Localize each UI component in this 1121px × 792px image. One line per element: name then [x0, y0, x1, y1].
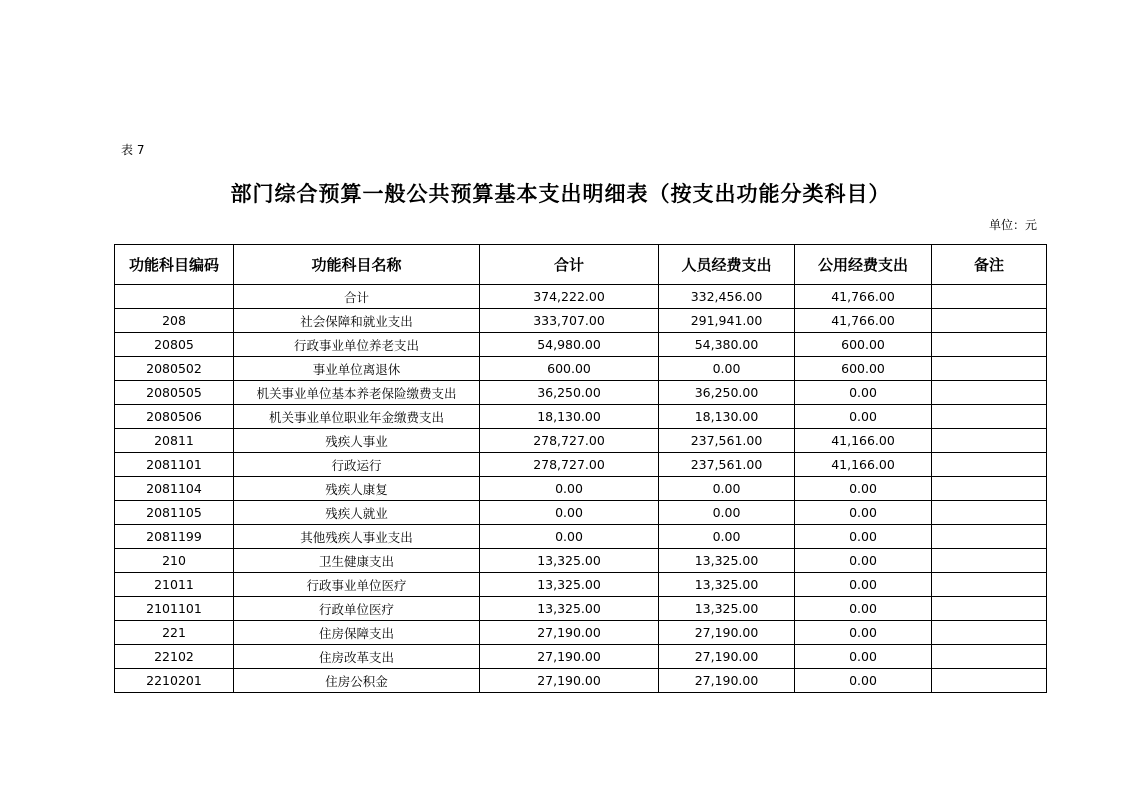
- cell-remarks: [932, 597, 1047, 621]
- cell-total: 278,727.00: [480, 453, 659, 477]
- cell-personnel: 36,250.00: [659, 381, 795, 405]
- cell-code: 21011: [115, 573, 234, 597]
- cell-public: 600.00: [795, 357, 932, 381]
- table-row: [115, 285, 1047, 309]
- table-body: [115, 285, 1047, 693]
- cell-remarks: [932, 573, 1047, 597]
- cell-name: 社会保障和就业支出: [234, 309, 480, 333]
- cell-total: 600.00: [480, 357, 659, 381]
- cell-public: 41,766.00: [795, 285, 932, 309]
- cell-personnel: 13,325.00: [659, 597, 795, 621]
- cell-name: 其他残疾人事业支出: [234, 525, 480, 549]
- cell-code: 208: [115, 309, 234, 333]
- cell-name: 行政事业单位医疗: [234, 573, 480, 597]
- cell-code: 20811: [115, 429, 234, 453]
- cell-public: 0.00: [795, 621, 932, 645]
- cell-code: 20805: [115, 333, 234, 357]
- cell-code: 2081199: [115, 525, 234, 549]
- cell-code: 2210201: [115, 669, 234, 693]
- cell-remarks: [932, 501, 1047, 525]
- table-row: [115, 645, 1047, 669]
- cell-public: 0.00: [795, 549, 932, 573]
- cell-name: 行政单位医疗: [234, 597, 480, 621]
- cell-name: 残疾人事业: [234, 429, 480, 453]
- cell-personnel: 0.00: [659, 501, 795, 525]
- cell-public: 0.00: [795, 501, 932, 525]
- table-header: [115, 245, 1047, 285]
- table-row: [115, 453, 1047, 477]
- cell-code: 22102: [115, 645, 234, 669]
- cell-total: 333,707.00: [480, 309, 659, 333]
- cell-remarks: [932, 357, 1047, 381]
- cell-code: 221: [115, 621, 234, 645]
- cell-remarks: [932, 285, 1047, 309]
- cell-personnel: 13,325.00: [659, 549, 795, 573]
- table-row: [115, 549, 1047, 573]
- cell-total: 13,325.00: [480, 573, 659, 597]
- table-row: [115, 405, 1047, 429]
- unit-label: 单位：元: [988, 218, 1037, 232]
- cell-public: 41,166.00: [795, 429, 932, 453]
- cell-personnel: 54,380.00: [659, 333, 795, 357]
- cell-remarks: [932, 645, 1047, 669]
- cell-personnel: 0.00: [659, 477, 795, 501]
- cell-name: 行政事业单位养老支出: [234, 333, 480, 357]
- cell-public: 0.00: [795, 669, 932, 693]
- cell-personnel: 0.00: [659, 357, 795, 381]
- cell-code: 2081104: [115, 477, 234, 501]
- cell-name: 住房改革支出: [234, 645, 480, 669]
- cell-total: 27,190.00: [480, 621, 659, 645]
- table-row: [115, 429, 1047, 453]
- table-row: [115, 621, 1047, 645]
- cell-personnel: 27,190.00: [659, 621, 795, 645]
- cell-public: 0.00: [795, 381, 932, 405]
- cell-remarks: [932, 621, 1047, 645]
- header-name: 功能科目名称: [234, 245, 480, 285]
- cell-name: 住房公积金: [234, 669, 480, 693]
- cell-total: 18,130.00: [480, 405, 659, 429]
- cell-total: 13,325.00: [480, 597, 659, 621]
- cell-public: 0.00: [795, 645, 932, 669]
- cell-name: 卫生健康支出: [234, 549, 480, 573]
- cell-personnel: 0.00: [659, 525, 795, 549]
- header-remarks: 备注: [932, 245, 1047, 285]
- cell-remarks: [932, 525, 1047, 549]
- cell-name: 行政运行: [234, 453, 480, 477]
- cell-name: 事业单位离退休: [234, 357, 480, 381]
- cell-personnel: 27,190.00: [659, 669, 795, 693]
- cell-public: 41,166.00: [795, 453, 932, 477]
- table-row: [115, 501, 1047, 525]
- document-title: 部门综合预算一般公共预算基本支出明细表（按支出功能分类科目）: [230, 181, 891, 206]
- cell-code: 2101101: [115, 597, 234, 621]
- header-total: 合计: [480, 245, 659, 285]
- cell-code: [115, 285, 234, 309]
- cell-personnel: 332,456.00: [659, 285, 795, 309]
- cell-personnel: 18,130.00: [659, 405, 795, 429]
- table-row: [115, 357, 1047, 381]
- cell-total: 13,325.00: [480, 549, 659, 573]
- cell-public: 0.00: [795, 525, 932, 549]
- table-row: [115, 525, 1047, 549]
- header-personnel: 人员经费支出: [659, 245, 795, 285]
- cell-public: 0.00: [795, 477, 932, 501]
- cell-total: 54,980.00: [480, 333, 659, 357]
- budget-table: [114, 244, 1047, 693]
- cell-remarks: [932, 405, 1047, 429]
- table-row: [115, 477, 1047, 501]
- cell-name: 住房保障支出: [234, 621, 480, 645]
- cell-remarks: [932, 477, 1047, 501]
- cell-total: 36,250.00: [480, 381, 659, 405]
- header-code: 功能科目编码: [115, 245, 234, 285]
- cell-public: 0.00: [795, 573, 932, 597]
- cell-code: 2080505: [115, 381, 234, 405]
- table-row: [115, 309, 1047, 333]
- cell-name: 残疾人康复: [234, 477, 480, 501]
- cell-total: 0.00: [480, 477, 659, 501]
- cell-total: 374,222.00: [480, 285, 659, 309]
- table-row: [115, 381, 1047, 405]
- cell-public: 41,766.00: [795, 309, 932, 333]
- cell-personnel: 27,190.00: [659, 645, 795, 669]
- cell-code: 2080506: [115, 405, 234, 429]
- cell-total: 0.00: [480, 525, 659, 549]
- cell-name: 机关事业单位职业年金缴费支出: [234, 405, 480, 429]
- table-row: [115, 333, 1047, 357]
- cell-total: 27,190.00: [480, 669, 659, 693]
- table-row: [115, 669, 1047, 693]
- cell-name: 机关事业单位基本养老保险缴费支出: [234, 381, 480, 405]
- header-row: [115, 245, 1047, 285]
- cell-remarks: [932, 381, 1047, 405]
- cell-code: 2081105: [115, 501, 234, 525]
- cell-name: 合计: [234, 285, 480, 309]
- header-public: 公用经费支出: [795, 245, 932, 285]
- cell-public: 0.00: [795, 405, 932, 429]
- cell-personnel: 237,561.00: [659, 429, 795, 453]
- table-number-label: 表 7: [121, 143, 145, 157]
- cell-remarks: [932, 549, 1047, 573]
- cell-total: 27,190.00: [480, 645, 659, 669]
- cell-total: 0.00: [480, 501, 659, 525]
- table-row: [115, 573, 1047, 597]
- cell-remarks: [932, 309, 1047, 333]
- table-row: [115, 597, 1047, 621]
- cell-code: 2081101: [115, 453, 234, 477]
- cell-personnel: 291,941.00: [659, 309, 795, 333]
- cell-remarks: [932, 453, 1047, 477]
- cell-remarks: [932, 429, 1047, 453]
- cell-personnel: 237,561.00: [659, 453, 795, 477]
- cell-remarks: [932, 333, 1047, 357]
- cell-public: 0.00: [795, 597, 932, 621]
- cell-total: 278,727.00: [480, 429, 659, 453]
- cell-personnel: 13,325.00: [659, 573, 795, 597]
- cell-remarks: [932, 669, 1047, 693]
- cell-code: 210: [115, 549, 234, 573]
- cell-name: 残疾人就业: [234, 501, 480, 525]
- cell-code: 2080502: [115, 357, 234, 381]
- cell-public: 600.00: [795, 333, 932, 357]
